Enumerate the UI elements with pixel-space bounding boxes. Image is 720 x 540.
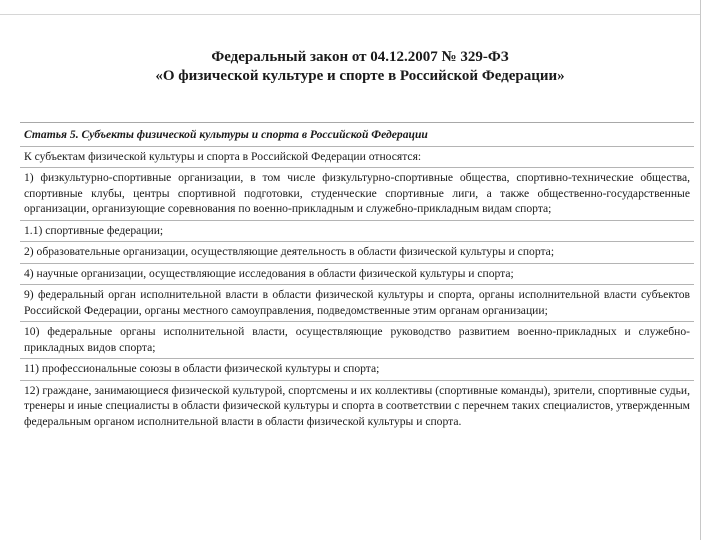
frame-top-rule bbox=[0, 14, 700, 15]
document-title bbox=[0, 48, 720, 86]
article-item-2: 2) образовательные организации, осуществляющие деятельность в области физической культуры и спорта; bbox=[20, 242, 694, 264]
article-item-10: 10) федеральные органы исполнительной власти, осуществляющие руководство развитием военно-прикладных и служебно-прикладных видов спорта; bbox=[20, 322, 694, 359]
title-line-1: Федеральный закон от 04.12.2007 № 329-ФЗ bbox=[211, 49, 509, 65]
article-item-1-1: 1.1) спортивные федерации; bbox=[20, 221, 694, 243]
article-intro: К субъектам физической культуры и спорта в Российской Федерации относятся: bbox=[20, 147, 694, 169]
title-line-2: «О физической культуре и спорте в Российской Федерации» bbox=[155, 68, 565, 84]
article-item-11: 11) профессиональные союзы в области физической культуры и спорта; bbox=[20, 359, 694, 381]
article-item-9: 9) федеральный орган исполнительной власти в области физической культуры и спорта, органы исполнительной власти субъектов Российской Федерации, органы местного самоуправления, подведомственные этим органам организации; bbox=[20, 285, 694, 322]
article-item-4: 4) научные организации, осуществляющие исследования в области физической культуры и спорта; bbox=[20, 264, 694, 286]
article-item-12: 12) граждане, занимающиеся физической культурой, спортсмены и их коллективы (спортивные команды), зрители, спортивные судьи, тренеры и иные специалисты в области физической культуры и спорта в соответствии с перечнем таких специалистов, утвержденным федеральным органом исполнительной власти в области физической культуры и спорта. bbox=[24, 383, 690, 428]
article-heading: Статья 5. Субъекты физической культуры и спорта в Российской Федерации bbox=[20, 123, 694, 147]
article-item-1: 1) физкультурно-спортивные организации, в том числе физкультурно-спортивные общества, спортивно-технические общества, спортивные клубы, центры спортивной подготовки, студенческие спортивные лиги, а также общественно-государственные организации, организующие соревнования по военно-прикладным и служебно-прикладным видам спорта; bbox=[20, 168, 694, 221]
article-table bbox=[20, 122, 694, 432]
